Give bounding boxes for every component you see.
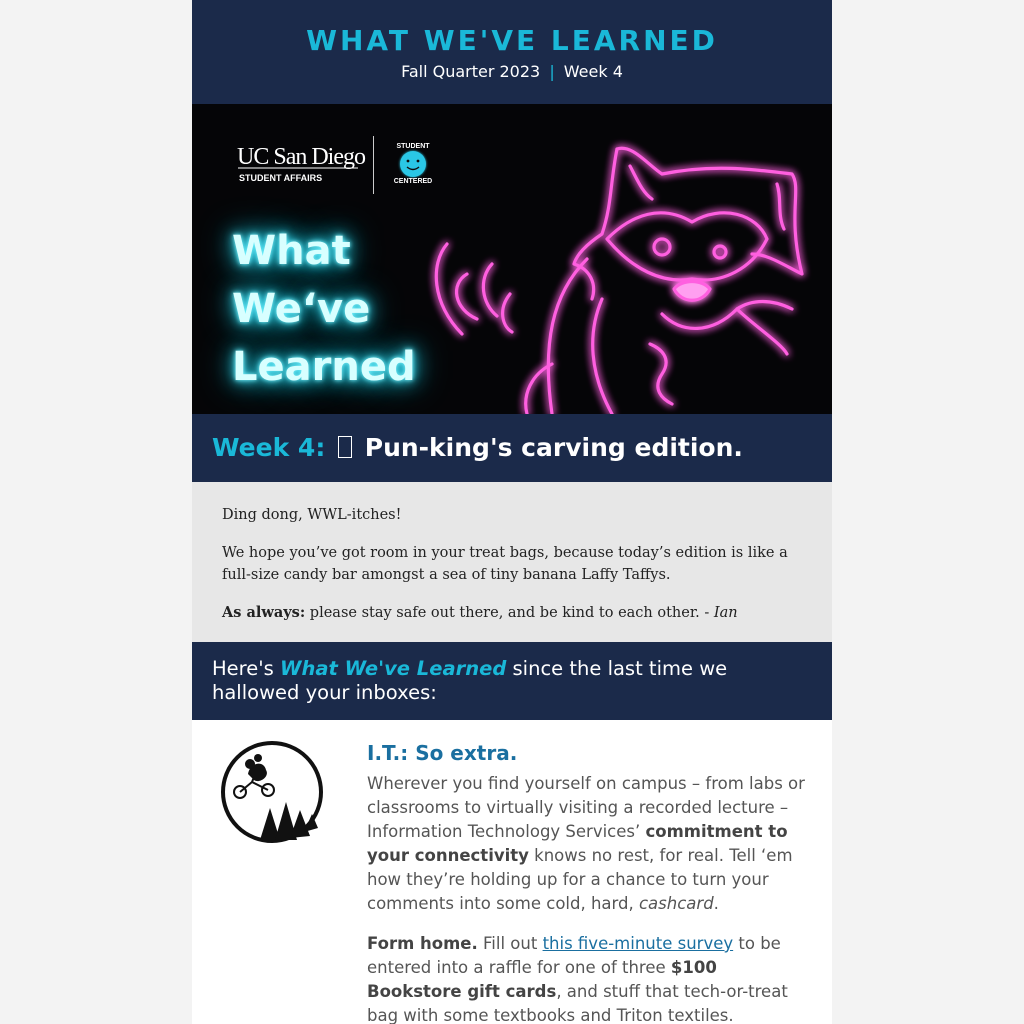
hero-banner [192, 104, 832, 414]
edition-title: Pun-king's carving [364, 433, 626, 462]
p2-bold: Form home. [367, 934, 478, 953]
newsletter-title: WHAT WE'VE LEARNED [306, 24, 718, 57]
neon-text-line-2: We‘ve [232, 286, 371, 332]
intro-greeting: Ding dong, WWL-itches! [222, 507, 402, 523]
week-headline-bar [192, 414, 832, 482]
p1-text-b: knows no rest, for real. Tell ‘em how they’re holding up for a chance to turn your comments into some cold, hard, [367, 846, 793, 913]
intro-section [192, 482, 832, 642]
p2-bold-prize: $100 Bookstore gift cards [367, 958, 717, 1001]
article-paragraph-2 [367, 932, 817, 1024]
article-paragraph-1 [367, 772, 817, 916]
issue-separator: | [549, 62, 555, 81]
p1-italic: cashcard [638, 894, 714, 913]
neon-text-line-3: Learned [232, 344, 416, 390]
week-label: Week 4 [563, 62, 623, 81]
logo-divider [373, 136, 374, 194]
student-affairs-label: STUDENT AFFAIRS [239, 173, 323, 183]
p1-end: . [713, 894, 719, 913]
survey-link[interactable]: this five-minute survey [542, 934, 734, 953]
p1-bold: commitment to your connectivity [367, 822, 788, 865]
since-prefix: Here's [212, 657, 280, 680]
as-always-text: please stay safe out there, and be kind to each other. - [305, 605, 714, 621]
edition-suffix: edition. [634, 433, 743, 462]
week-headline [212, 414, 812, 464]
newsletter-header [192, 0, 832, 104]
p2-text-a: Fill out [477, 934, 543, 953]
article-it [192, 720, 832, 1024]
intro-sign-off [222, 602, 802, 624]
p2-text-b: to be entered into a raffle for one of three [367, 934, 781, 977]
section-heading-bar [192, 642, 832, 720]
bike-moon-icon [220, 740, 324, 844]
pumpkin-icon [338, 436, 352, 458]
article-title: I.T.: So extra. [367, 741, 518, 765]
p2-text-c: , and stuff that tech-or-treat bag with some textbooks and Triton textiles. [367, 982, 788, 1024]
student-centered-badge [390, 142, 436, 188]
since-emphasis: What We've Learned [279, 657, 507, 680]
badge-bottom-text: CENTERED [393, 178, 433, 185]
p1-text-a: Wherever you find yourself on campus – from labs or classrooms to virtually visiting a recorded lecture – Information Technology Services’ [367, 774, 805, 841]
article-body [367, 738, 817, 1024]
email-container [192, 0, 832, 1024]
badge-top-text: STUDENT [396, 143, 430, 150]
intro-body: We hope you’ve got room in your treat bags, because today’s edition is like a full-size candy bar amongst a sea of tiny banana Laffy Taffys. [222, 545, 788, 583]
neon-text-line-1: What [232, 228, 351, 274]
ucsd-logo: UC San Diego [237, 144, 365, 170]
since-suffix: since the last time we hallowed your inboxes: [212, 657, 728, 704]
as-always-label: As always: [222, 604, 306, 621]
issue-info [192, 62, 832, 82]
signature: Ian [713, 605, 738, 621]
quarter-label: Fall Quarter 2023 [401, 62, 541, 81]
week-number: Week 4: [212, 433, 326, 462]
